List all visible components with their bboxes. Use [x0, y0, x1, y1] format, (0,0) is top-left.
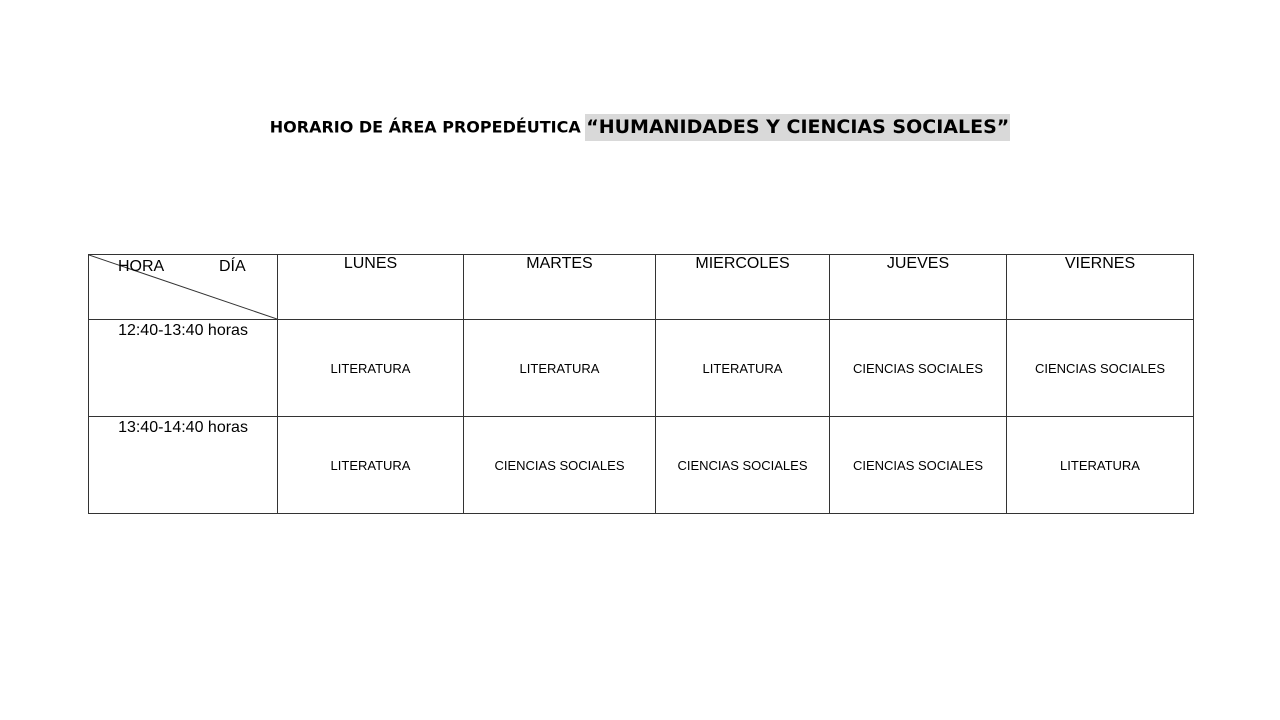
corner-cell — [89, 255, 278, 320]
day-header-lunes: LUNES — [278, 255, 464, 320]
subject-cell: LITERATURA — [278, 417, 464, 514]
table-row — [89, 417, 1194, 514]
time-slot-cell: 12:40-13:40 horas — [89, 320, 278, 417]
page-title — [0, 116, 1280, 138]
corner-hora-label: HORA — [118, 258, 165, 275]
subject-cell: LITERATURA — [278, 320, 464, 417]
day-header-jueves: JUEVES — [830, 255, 1007, 320]
schedule-table — [88, 254, 1194, 514]
subject-cell: CIENCIAS SOCIALES — [1007, 320, 1194, 417]
corner-dia-label: DÍA — [219, 258, 246, 275]
subject-cell: CIENCIAS SOCIALES — [656, 417, 830, 514]
title-prefix: HORARIO DE ÁREA PROPEDÉUTICA — [269, 117, 581, 137]
day-header-viernes: VIERNES — [1007, 255, 1194, 320]
time-slot-cell: 13:40-14:40 horas — [89, 417, 278, 514]
title-highlight: “HUMANIDADES Y CIENCIAS SOCIALES” — [585, 114, 1010, 141]
subject-cell: CIENCIAS SOCIALES — [830, 320, 1007, 417]
subject-cell: CIENCIAS SOCIALES — [830, 417, 1007, 514]
header-row — [89, 255, 1194, 320]
subject-cell: CIENCIAS SOCIALES — [464, 417, 656, 514]
subject-cell: LITERATURA — [1007, 417, 1194, 514]
table-row — [89, 320, 1194, 417]
day-header-miercoles: MIERCOLES — [656, 255, 830, 320]
subject-cell: LITERATURA — [464, 320, 656, 417]
day-header-martes: MARTES — [464, 255, 656, 320]
subject-cell: LITERATURA — [656, 320, 830, 417]
